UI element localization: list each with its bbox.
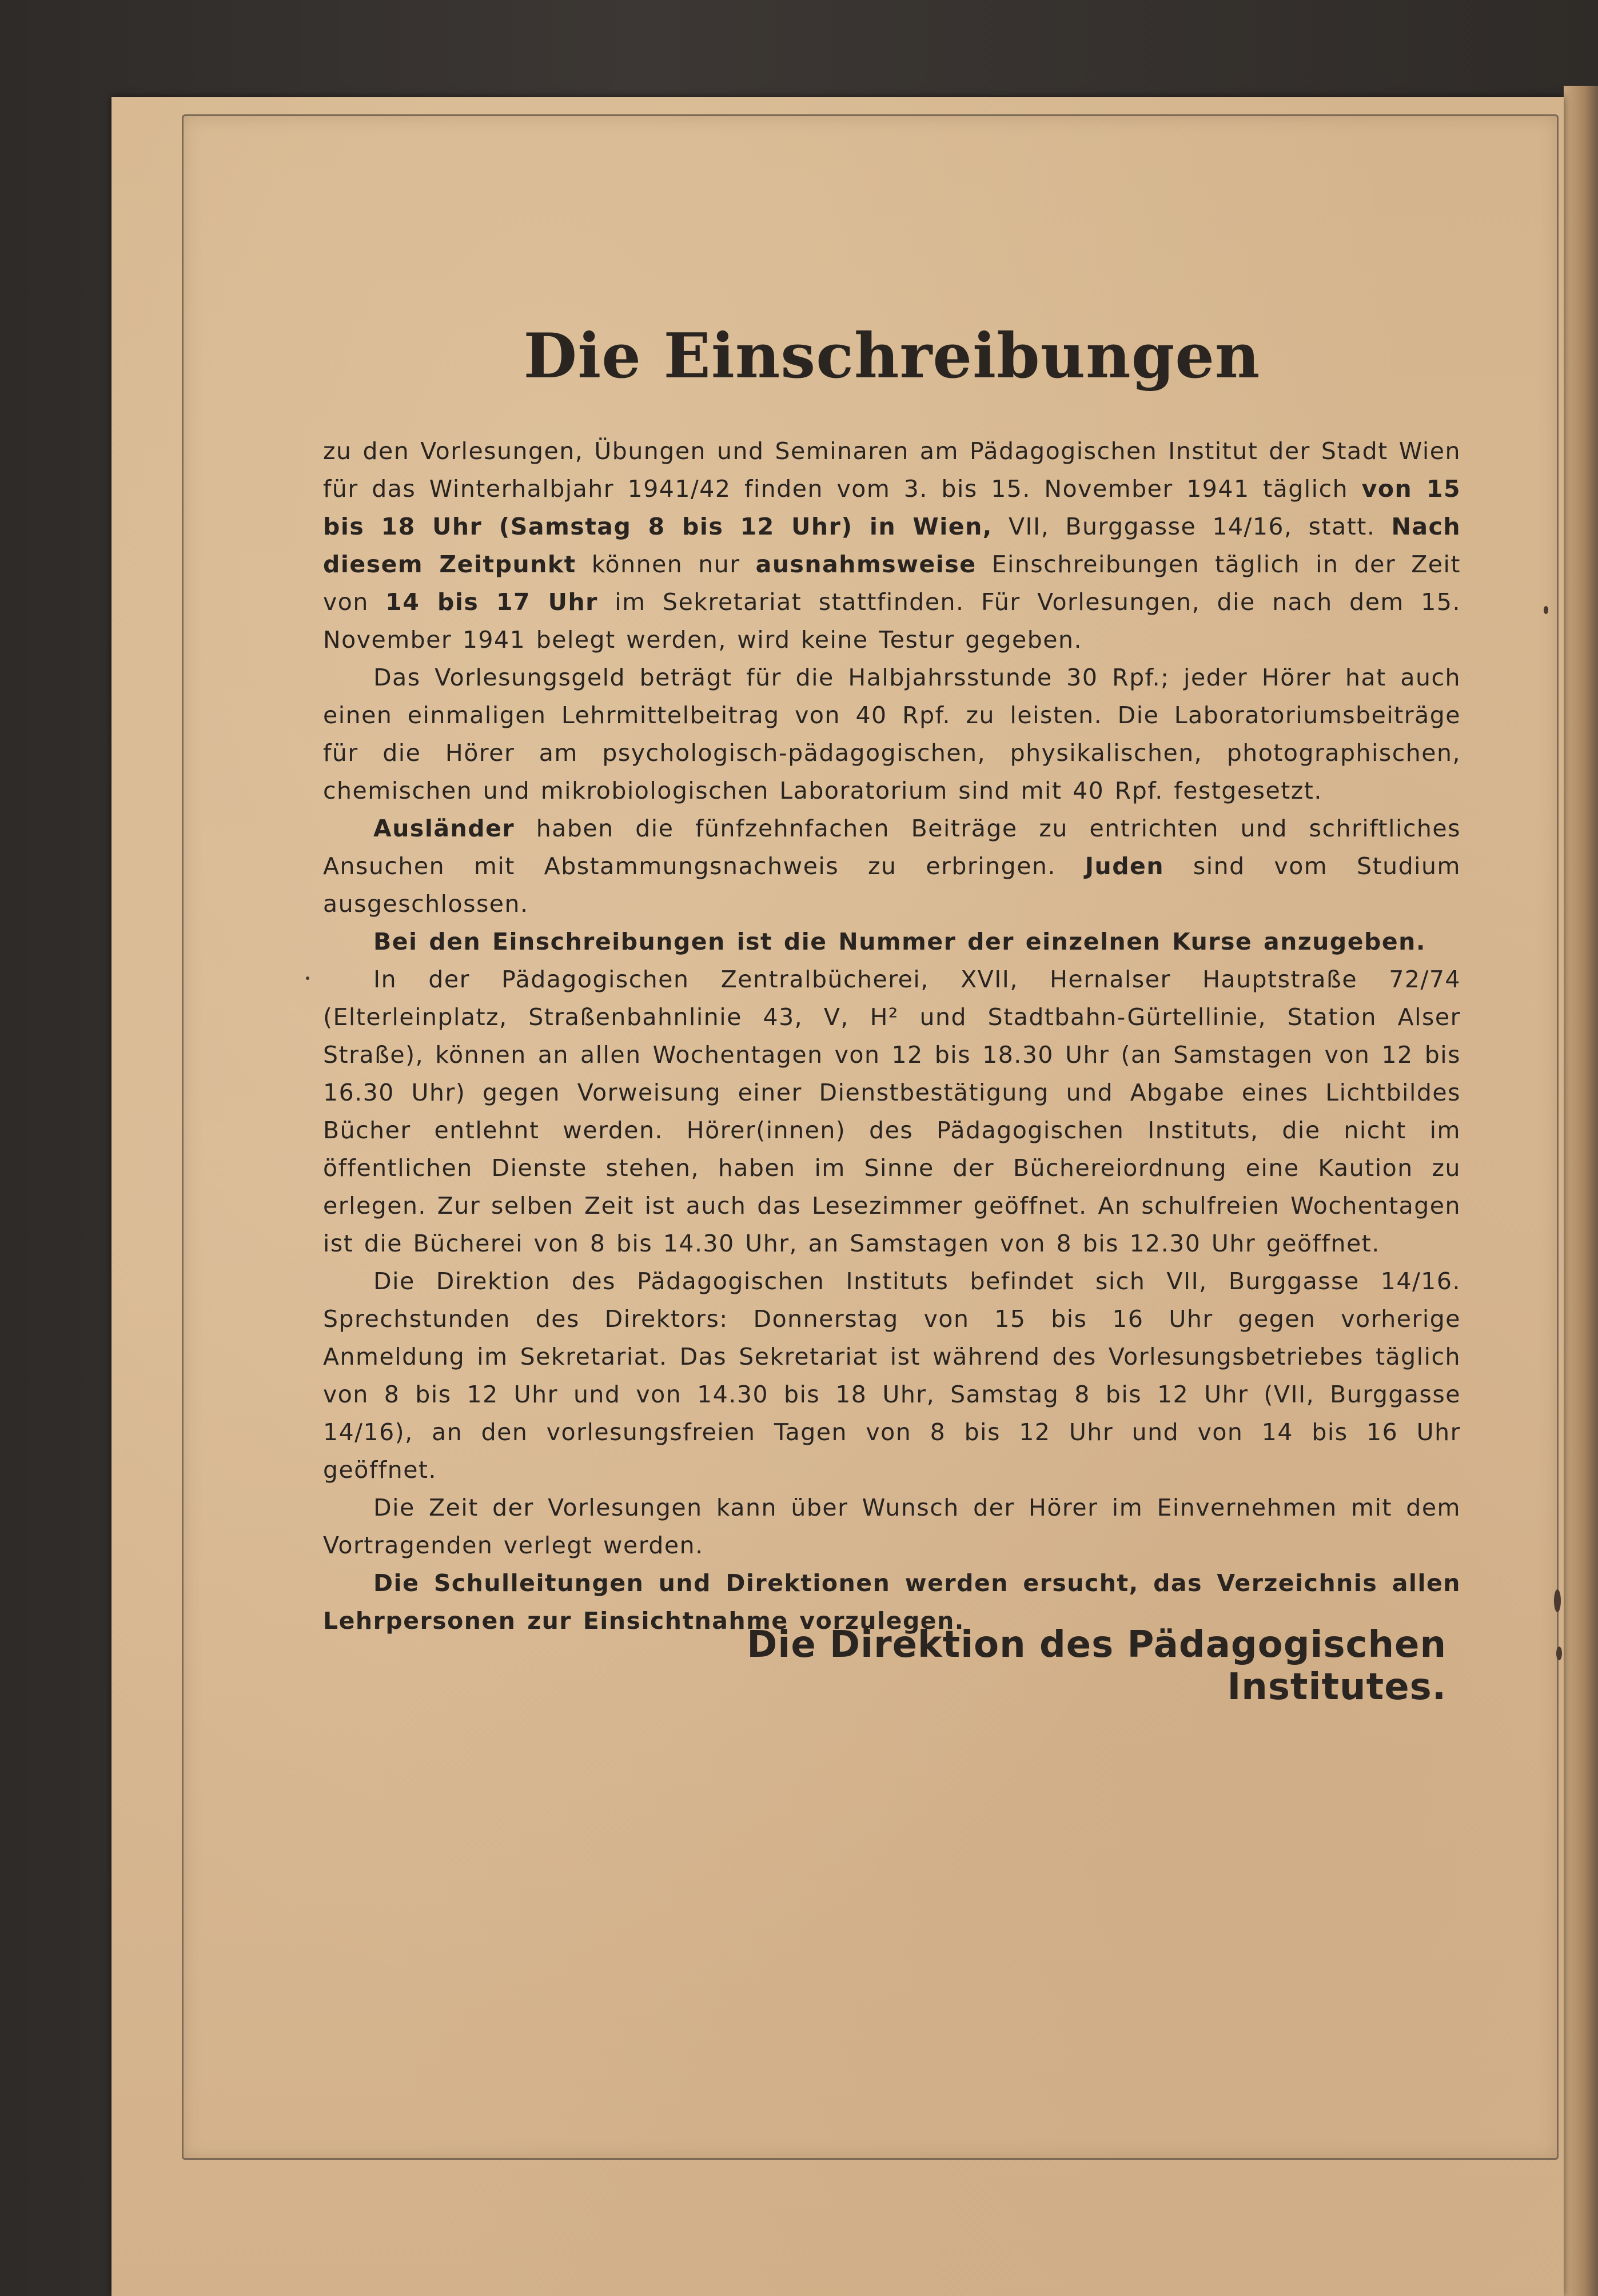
document-body — [323, 320, 1461, 1640]
text-run: können nur — [576, 551, 756, 578]
paper-speck — [1544, 606, 1548, 614]
text-run: Die Direktion des Pädagogischen Instituts befindet sich VII, Burggasse 14/16. Sprechstunden des Direktors: Donnerstag von 15 bis 16 Uhr gegen vorherige Anmeldung im Sekretariat. Das Sekretariat ist während des Vorlesungsbetriebes täglich von 8 bis 12 Uhr und von 14.30 bis 18 Uhr, Samstag 8 bis 12 Uhr (VII, Burggasse 14/16), an den vorlesungsfreien Tagen von 8 bis 12 Uhr und von 14 bis 16 Uhr geöffnet. — [323, 1267, 1461, 1484]
paragraph-p6 — [323, 1262, 1461, 1489]
text-run: In der Pädagogischen Zentralbücherei, XVII, Hernalser Hauptstraße 72/74 (Elterleinplatz, Straßenbahnlinie 43, V, H² und Stadtbahn-Gürtellinie, Station Alser Straße), können an allen Wochentagen von 12 bis 18.30 Uhr (an Samstagen von 12 bis 16.30 Uhr) gegen Vorweisung einer Dienstbestätigung und Abgabe eines Lichtbildes Bücher entlehnt werden. Hörer(innen) des Pädagogischen Instituts, die nicht im öffentlichen Dienste stehen, haben im Sinne der Büchereiordnung eine Kaution zu erlegen. Zur selben Zeit ist auch das Lesezimmer geöffnet. An schulfreien Wochentagen ist die Bücherei von 8 bis 14.30 Uhr, an Samstagen von 8 bis 12.30 Uhr geöffnet. — [323, 966, 1461, 1257]
text-run: Einschreibungen täglich in der Zeit von — [323, 551, 1461, 616]
text-run: Das Vorlesungsgeld beträgt für die Halbjahrsstunde 30 Rpf.; jeder Hörer hat auch einen einmaligen Lehrmittelbeitrag von 40 Rpf. zu leisten. Die Laboratoriumsbeiträge für die Hörer am psychologisch-pädagogischen, physikalischen, photographischen, chemischen und mikrobiologischen Laboratorium sind mit 40 Rpf. festgesetzt. — [323, 664, 1461, 804]
bold-text-run: Ausländer — [373, 815, 515, 842]
paragraph-p5 — [323, 960, 1461, 1262]
text-run: haben die fünfzehnfachen Beiträge zu entrichten und schriftliches Ansuchen mit Abstammungsnachweis zu erbringen. — [323, 815, 1461, 880]
paragraph-p1 — [323, 432, 1461, 659]
bold-text-run: 14 bis 17 Uhr — [385, 588, 598, 616]
signature-line: Die Direktion des Pädagogischen Institutes. — [747, 1624, 1446, 1708]
bold-text-run: Bei den Einschreibungen ist die Nummer der einzelnen Kurse anzugeben. — [373, 928, 1426, 955]
text-run: zu den Vorlesungen, Übungen und Seminaren am Pädagogischen Institut der Stadt Wien für das Winterhalbjahr 1941/42 finden vom 3. bis 15. November 1941 täglich — [323, 437, 1461, 503]
text-run: Die Zeit der Vorlesungen kann über Wunsch der Hörer im Einvernehmen mit dem Vortragenden verlegt werden. — [323, 1494, 1461, 1559]
text-run: im Sekretariat stattfinden. Für Vorlesungen, die nach dem 15. November 1941 belegt werden, wird keine Testur gegeben. — [323, 588, 1461, 653]
bold-text-run: von 15 bis 18 Uhr (Samstag 8 bis 12 Uhr) in Wien, — [323, 475, 1461, 540]
paper-speck — [306, 976, 309, 980]
text-run: sind vom Studium ausgeschlossen. — [323, 852, 1461, 918]
paper-tear-mark — [1554, 1589, 1561, 1612]
paragraph-p7 — [323, 1489, 1461, 1564]
bold-text-run: Nach diesem Zeitpunkt — [323, 513, 1461, 578]
text-run: VII, Burggasse 14/16, statt. — [992, 513, 1392, 540]
bold-text-run: ausnahmsweise — [755, 551, 977, 578]
page-fold-edge — [1564, 86, 1598, 2296]
paragraph-p2 — [323, 659, 1461, 810]
bold-text-run: Juden — [1085, 852, 1165, 880]
paragraph-p3 — [323, 810, 1461, 923]
paragraph-p4 — [323, 923, 1461, 960]
bold-text-run: Die Schulleitungen und Direktionen werden ersucht, das Verzeichnis allen Lehrpersonen zur Einsichtnahme vorzulegen. — [323, 1569, 1461, 1635]
document-title: Die Einschreibungen — [523, 320, 1261, 392]
paper-tear-mark — [1556, 1647, 1562, 1660]
paragraph-list — [323, 432, 1461, 1640]
